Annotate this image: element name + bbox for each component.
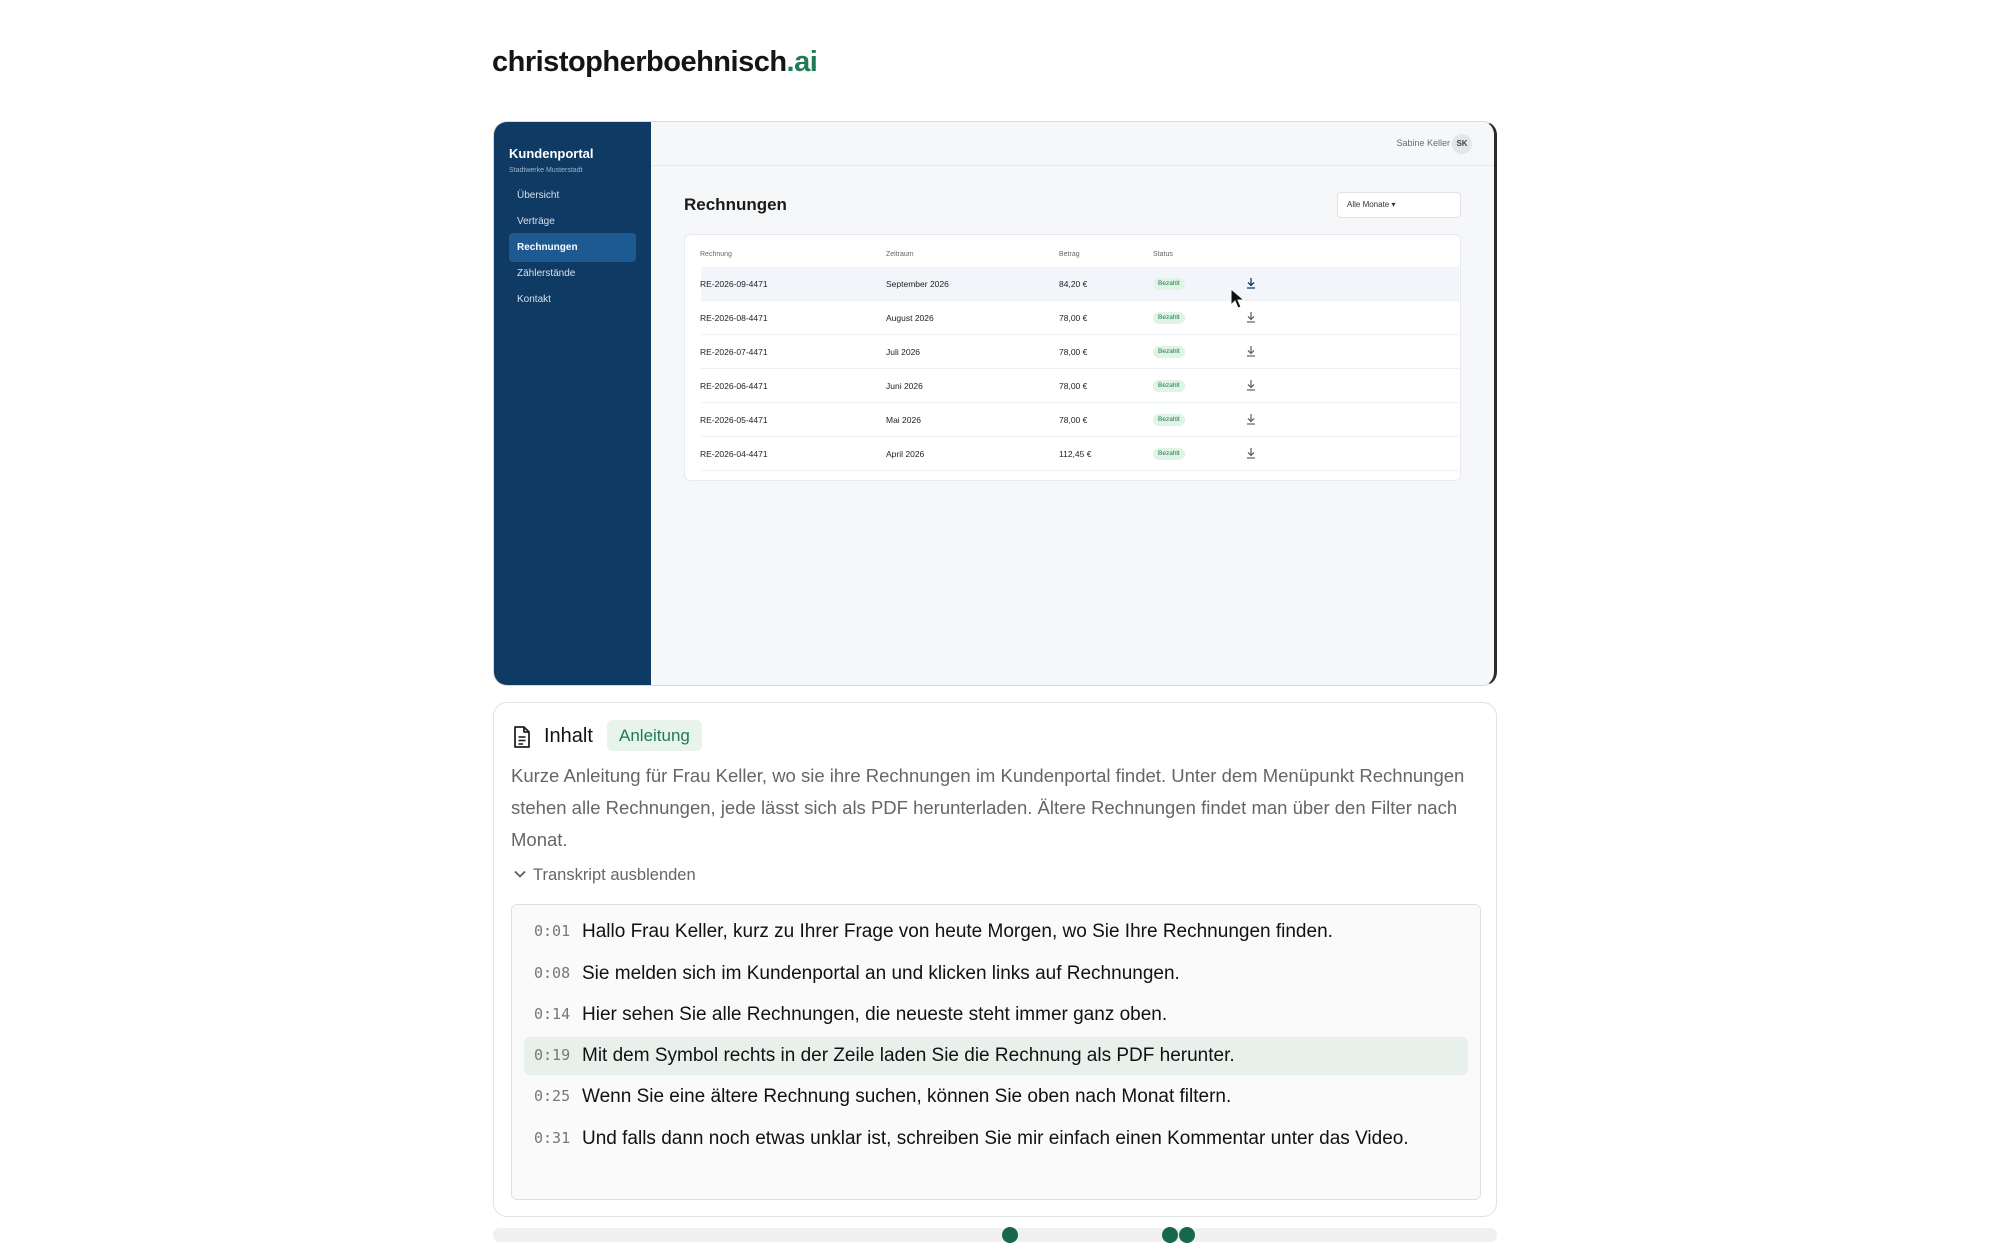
transcript-panel bbox=[511, 904, 1481, 1200]
table-row[interactable] bbox=[701, 335, 1459, 369]
sidebar-item-rechnungen[interactable]: Rechnungen bbox=[509, 233, 636, 262]
transcript-text: Wenn Sie eine ältere Rechnung suchen, können Sie oben nach Monat filtern. bbox=[582, 1086, 1232, 1107]
transcript-text: Hallo Frau Keller, kurz zu Ihrer Frage von heute Morgen, wo Sie Ihre Rechnungen finden. bbox=[582, 921, 1333, 942]
category-tag: Anleitung bbox=[607, 720, 702, 751]
download-icon[interactable] bbox=[1244, 446, 1258, 460]
brand-tld: .ai bbox=[786, 46, 818, 78]
portal-title: Kundenportal bbox=[509, 146, 594, 161]
column-header-period: Zeitraum bbox=[886, 251, 914, 258]
status-badge: Bezahlt bbox=[1153, 414, 1185, 426]
timeline-marker[interactable] bbox=[1179, 1227, 1195, 1243]
timeline-marker[interactable] bbox=[1162, 1227, 1178, 1243]
site-brand[interactable] bbox=[492, 46, 817, 79]
invoice-number: RE-2026-09-4471 bbox=[700, 279, 768, 289]
transcript-text: Und falls dann noch etwas unklar ist, schreiben Sie mir einfach einen Kommentar unter das Video. bbox=[582, 1128, 1409, 1149]
transcript-timestamp[interactable]: 0:14 bbox=[534, 1005, 571, 1023]
transcript-timestamp[interactable]: 0:08 bbox=[534, 964, 571, 982]
mouse-cursor-icon bbox=[1230, 288, 1246, 310]
portal-screenshot bbox=[493, 121, 1497, 686]
invoice-amount: 78,00 € bbox=[1059, 313, 1088, 323]
portal-topbar bbox=[651, 122, 1494, 166]
column-header-amount: Betrag bbox=[1059, 251, 1080, 258]
invoice-amount: 78,00 € bbox=[1059, 381, 1088, 391]
status-badge: Bezahlt bbox=[1153, 448, 1185, 460]
content-title: Inhalt bbox=[544, 725, 593, 747]
download-icon[interactable] bbox=[1244, 378, 1258, 392]
transcript-timestamp[interactable]: 0:31 bbox=[534, 1129, 571, 1147]
invoice-period: April 2026 bbox=[886, 449, 925, 459]
invoice-number: RE-2026-04-4471 bbox=[700, 449, 768, 459]
download-icon[interactable] bbox=[1244, 276, 1258, 290]
transcript-text: Sie melden sich im Kundenportal an und klicken links auf Rechnungen. bbox=[582, 963, 1180, 984]
sidebar-item-kontakt[interactable]: Kontakt bbox=[517, 294, 551, 305]
download-icon[interactable] bbox=[1244, 310, 1258, 324]
transcript-timestamp[interactable]: 0:19 bbox=[534, 1046, 571, 1064]
column-header-status: Status bbox=[1153, 251, 1173, 258]
transcript-toggle[interactable] bbox=[512, 866, 696, 885]
transcript-line[interactable] bbox=[524, 996, 1468, 1034]
transcript-text: Mit dem Symbol rechts in der Zeile laden Sie die Rechnung als PDF herunter. bbox=[582, 1045, 1235, 1066]
download-icon[interactable] bbox=[1244, 412, 1258, 426]
table-row[interactable] bbox=[701, 301, 1459, 335]
transcript-line[interactable] bbox=[524, 1078, 1468, 1116]
month-filter-select[interactable]: Alle Monate ▾ bbox=[1337, 192, 1461, 218]
invoice-number: RE-2026-05-4471 bbox=[700, 415, 768, 425]
sidebar-item-vertraege[interactable]: Verträge bbox=[517, 216, 555, 227]
brand-name: christopherboehnisch bbox=[492, 46, 787, 78]
invoice-period: Juni 2026 bbox=[886, 381, 923, 391]
portal-sidebar bbox=[494, 122, 651, 685]
transcript-line[interactable] bbox=[524, 1037, 1468, 1075]
page-title: Rechnungen bbox=[684, 195, 787, 214]
invoice-number: RE-2026-06-4471 bbox=[700, 381, 768, 391]
status-badge: Bezahlt bbox=[1153, 278, 1185, 290]
download-icon[interactable] bbox=[1244, 344, 1258, 358]
transcript-line[interactable] bbox=[524, 1120, 1468, 1158]
chevron-down-icon bbox=[512, 866, 528, 882]
content-card bbox=[493, 702, 1497, 1217]
sidebar-item-zaehlerstaende[interactable]: Zählerstände bbox=[517, 268, 576, 279]
column-header-invoice: Rechnung bbox=[700, 251, 732, 258]
invoice-amount: 112,45 € bbox=[1059, 449, 1092, 459]
document-icon bbox=[512, 725, 532, 749]
invoice-number: RE-2026-07-4471 bbox=[700, 347, 768, 357]
transcript-text: Hier sehen Sie alle Rechnungen, die neueste steht immer ganz oben. bbox=[582, 1004, 1168, 1025]
table-row[interactable] bbox=[701, 437, 1459, 471]
table-row[interactable] bbox=[701, 267, 1459, 301]
invoice-period: September 2026 bbox=[886, 279, 949, 289]
invoice-period: Juli 2026 bbox=[886, 347, 921, 357]
transcript-timestamp[interactable]: 0:01 bbox=[534, 922, 571, 940]
invoice-amount: 78,00 € bbox=[1059, 415, 1088, 425]
portal-subtitle: Stadtwerke Musterstadt bbox=[509, 167, 583, 174]
status-badge: Bezahlt bbox=[1153, 312, 1185, 324]
avatar[interactable]: SK bbox=[1452, 134, 1472, 154]
transcript-toggle-label: Transkript ausblenden bbox=[533, 866, 696, 884]
transcript-timestamp[interactable]: 0:25 bbox=[534, 1087, 571, 1105]
invoice-amount: 78,00 € bbox=[1059, 347, 1088, 357]
table-row[interactable] bbox=[701, 403, 1459, 437]
timeline-marker[interactable] bbox=[1002, 1227, 1018, 1243]
content-description: Kurze Anleitung für Frau Keller, wo sie ihre Rechnungen im Kundenportal findet. Unter dem Menüpunkt Rechnungen stehen alle Rechnungen, jede lässt sich als PDF herunterladen. Ältere Rechnungen findet man über den Filter nach Monat. bbox=[511, 765, 1465, 850]
sidebar-item-uebersicht[interactable]: Übersicht bbox=[517, 190, 560, 201]
invoice-table bbox=[684, 234, 1461, 481]
user-name: Sabine Keller bbox=[1396, 138, 1450, 148]
transcript-line[interactable] bbox=[524, 955, 1468, 993]
table-row[interactable] bbox=[701, 369, 1459, 403]
invoice-number: RE-2026-08-4471 bbox=[700, 313, 768, 323]
invoice-amount: 84,20 € bbox=[1059, 279, 1088, 289]
video-timeline[interactable] bbox=[493, 1228, 1497, 1242]
transcript-line[interactable] bbox=[524, 913, 1468, 951]
status-badge: Bezahlt bbox=[1153, 346, 1185, 358]
invoice-period: Mai 2026 bbox=[886, 415, 921, 425]
invoice-period: August 2026 bbox=[886, 313, 934, 323]
status-badge: Bezahlt bbox=[1153, 380, 1185, 392]
